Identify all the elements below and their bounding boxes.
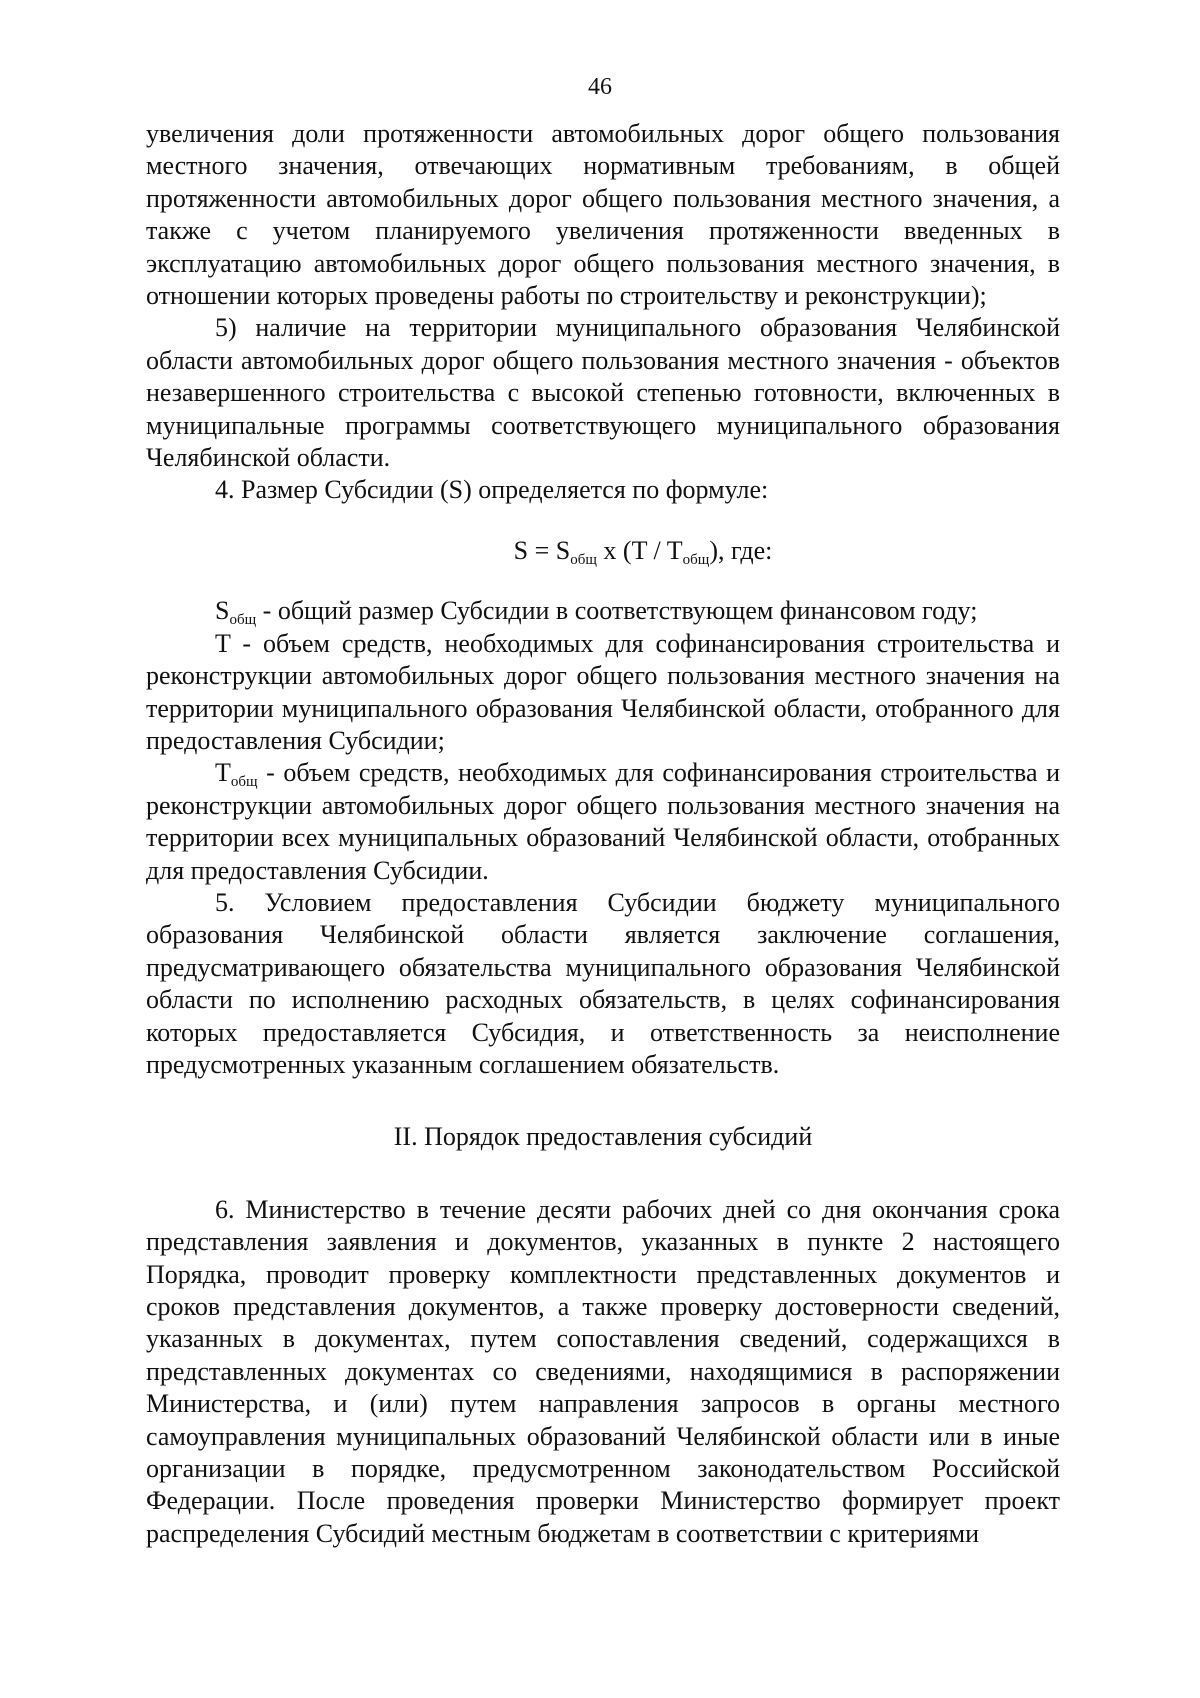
subsidy-formula: $S = S_{общ}$ x $(T / T_{общ})$, где: [513,535,773,568]
section-heading: II. Порядок предоставления субсидий [393,1122,813,1152]
definition-s-total: $S_{общ}$ - общий размер Субсидии в соответствующем финансовом году; [215,596,978,629]
page-number: 46 [588,74,612,100]
paragraph-condition-5: 5. Условием предоставления Субсидии бюджету муниципального образования Челябинской области является заключение соглашения, предусматривающего обязательства муниципального образования Челябинской области по исполнению расходных обязательств, в целях софинансирования которых предоставляется Субсидия, и ответственность за неисполнение предусмотренных указанным соглашением обязательств. [146,887,1060,1079]
paragraph-subsidy-size: 4. Размер Субсидии (S) определяется по формуле: [215,475,769,505]
definition-t: T - объем средств, необходимых для софинансирования строительства и реконструкции автомобильных дорог общего пользования местного значения на территории муниципального образования Челябинской области, отобранного для предоставления Субсидии; [146,628,1060,755]
paragraph-criterion-5: 5) наличие на территории муниципального образования Челябинской области автомобильных дорог общего пользования местного значения - объектов незавершенного строительства с высокой степенью готовности, включенных в муниципальные программы соответствующего муниципального образования Челябинской области. [146,313,1060,473]
paragraph-ministry-6: 6. Министерство в течение десяти рабочих дней со дня окончания срока представления заявления и документов, указанных в пункте 2 настоящего Порядка, проводит проверку комплектности представленных документов и сроков представления документов, а также проверку достоверности сведений, указанных в документах, путем сопоставления сведений, содержащихся в представленных документах со сведениями, находящимися в распоряжении Министерства, и (или) путем направления запросов в органы местного самоуправления муниципальных образований Челябинской области или в иные организации в порядке, предусмотренном законодательством Российской Федерации. После проведения проверки Министерство формирует проект распределения Субсидий местным бюджетам в соответствии с критериями [146,1194,1060,1548]
definition-t-total: $T_{общ}$ - объем средств, необходимых для софинансирования строительства и реконструкции автомобильных дорог общего пользования местного значения на территории всех муниципальных образований Челябинской области, отобранных для предоставления Субсидии. [146,758,1060,885]
document-body [146,118,1060,1550]
paragraph-criteria-continuation: увеличения доли протяженности автомобильных дорог общего пользования местного значения, отвечающих нормативным требованиям, в общей протяженности автомобильных дорог общего пользования местного значения, а также с учетом планируемого увеличения протяженности введенных в эксплуатацию автомобильных дорог общего пользования местного значения, в отношении которых проведены работы по строительству и реконструкции); [146,119,1060,311]
